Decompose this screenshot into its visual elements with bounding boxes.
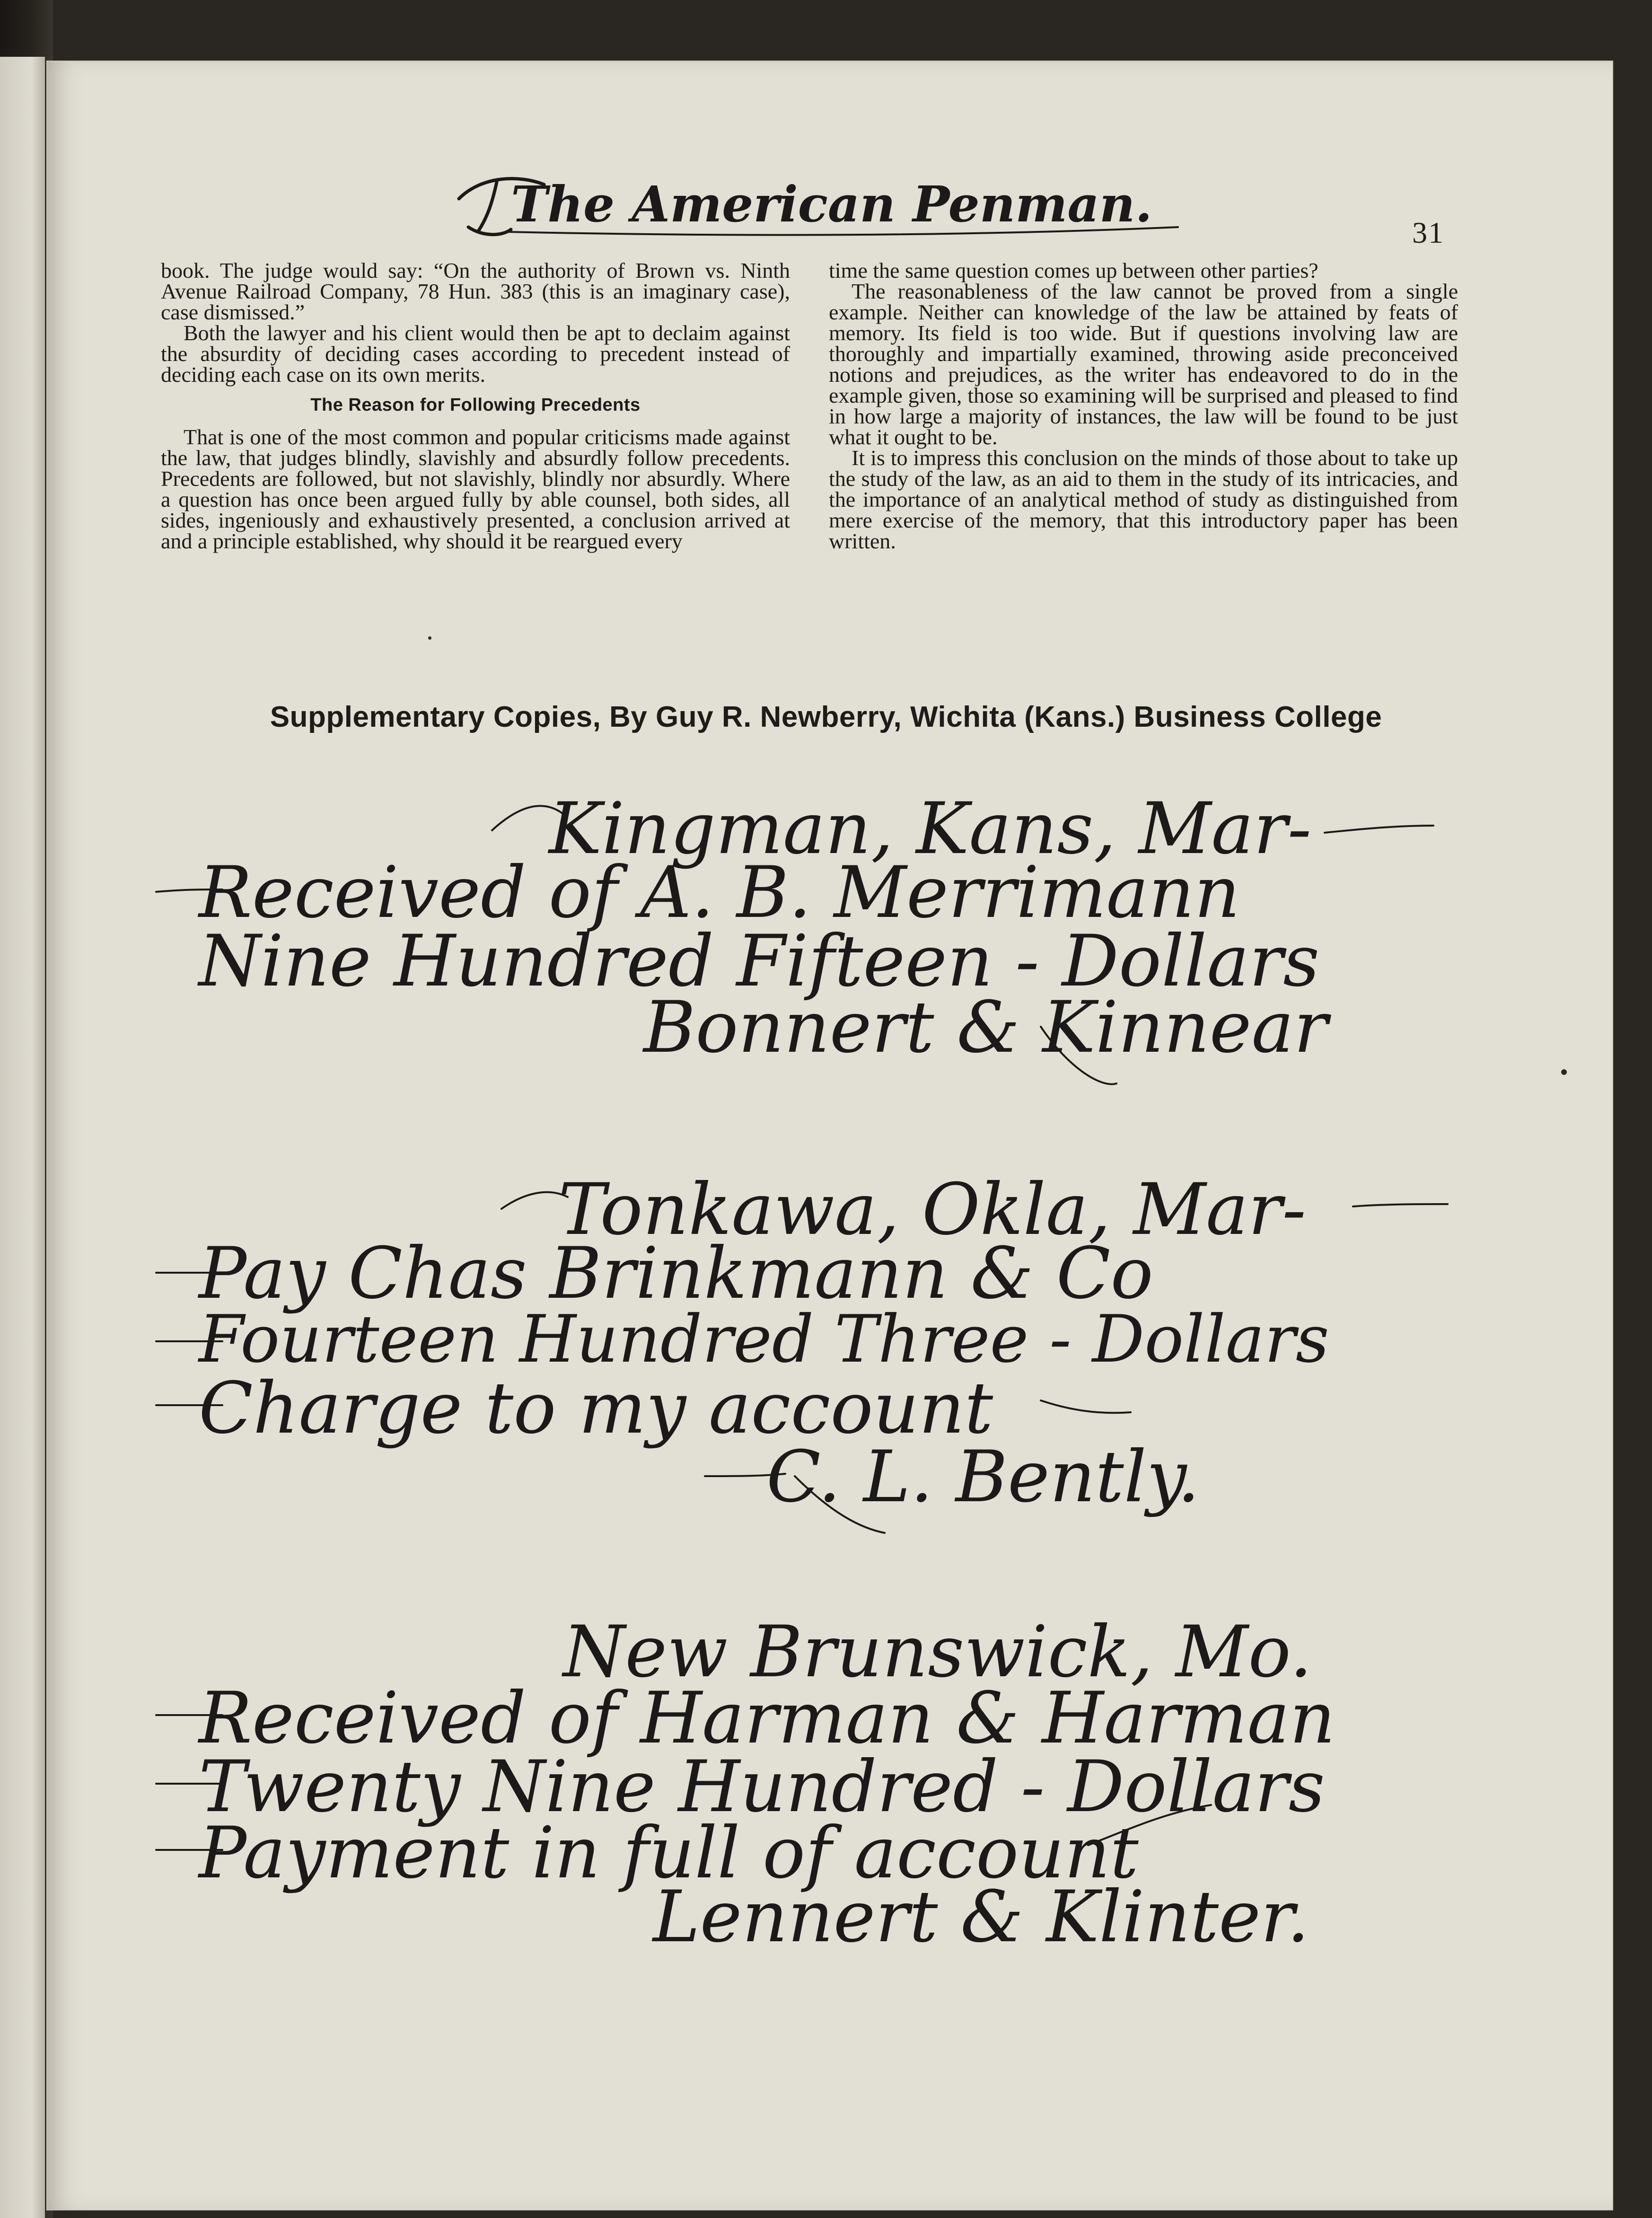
specimen-1-line-4: Bonnert & Kinnear xyxy=(643,986,1328,1069)
left-paragraph-3: That is one of the most common and popular criticisms made against the law, that judges blindly, slavishly and absurdly follow precedents. Precedents are followed, but not slavishly, blindly nor absurdly. Where a question has once been argued fully by able counsel, both sides, all sides, ingeniously and exhaustively presented, a conclusion arrived at and a principle established, why should it be reargued every xyxy=(161,425,790,553)
specimen-3-line-3: Twenty Nine Hundred - Dollars xyxy=(199,1746,1325,1828)
specimen-3-line-4: Payment in full of account xyxy=(199,1812,1139,1894)
specimen-2-line-5: C. L. Bently. xyxy=(766,1436,1200,1518)
specimen-2-line-3: Fourteen Hundred Three - Dollars xyxy=(199,1301,1329,1377)
section-title: Supplementary Copies, By Guy R. Newberry, Wichita (Kans.) Business College xyxy=(270,701,1382,733)
specimen-1-line-2: Received of A. B. Merrimann xyxy=(199,852,1240,934)
masthead-logo xyxy=(440,166,1197,241)
specimen-3-line-2: Received of Harman & Harman xyxy=(199,1677,1336,1760)
right-paragraph-2: The reasonableness of the law cannot be proved from a single example. Neither can knowledge of the law be attained by feats of memory. Its field is too wide. But if questions involving law are thoroughly and impartially examined, throwing aside preconceived notions and prejudices, as the writer has endeavored to do in the example given, those so examining will be surprised and pleased to find in how large a majority of instances, the law will be found to be just what it ought to be. xyxy=(829,279,1458,449)
page-number: 31 xyxy=(1412,216,1444,249)
left-subheading: The Reason for Following Precedents xyxy=(310,395,641,415)
left-paragraph-1: book. The judge would say: “On the authority of Brown vs. Ninth Avenue Railroad Company, 78 Hun. 383 (this is an imaginary case), case dismissed.” xyxy=(161,258,790,324)
specimen-1-line-3: Nine Hundred Fifteen - Dollars xyxy=(199,920,1320,1003)
paper-speck xyxy=(1561,1069,1567,1075)
facing-page-edge xyxy=(0,57,45,2218)
article-right-column xyxy=(829,260,1458,552)
specimen-1-line-1: Kingman, Kans, Mar- xyxy=(549,788,1312,870)
left-paragraph-2: Both the lawyer and his client would then be apt to declaim against the absurdity of deciding cases according to precedent instead of deciding each case on its own merits. xyxy=(161,321,790,387)
article-left-column xyxy=(161,260,790,552)
specimen-3-line-1: New Brunswick, Mo. xyxy=(563,1611,1312,1693)
specimen-3-line-5: Lennert & Klinter. xyxy=(653,1876,1309,1958)
specimen-2-line-1: Tonkawa, Okla, Mar- xyxy=(558,1169,1306,1251)
specimen-2-line-4: Charge to my account xyxy=(199,1367,993,1450)
paper-speck xyxy=(428,636,431,640)
right-paragraph-3: It is to impress this conclusion on the minds of those about to take up the study of the law, as an aid to them in the study of its intricacies, and the importance of an analytical method of study as distinguished from mere exercise of the memory, that this introductory paper has been written. xyxy=(829,446,1458,553)
specimen-2-line-2: Pay Chas Brinkmann & Co xyxy=(199,1232,1153,1315)
masthead-text: The American Penman. xyxy=(511,175,1152,233)
right-paragraph-1: time the same question comes up between other parties? xyxy=(829,258,1318,282)
